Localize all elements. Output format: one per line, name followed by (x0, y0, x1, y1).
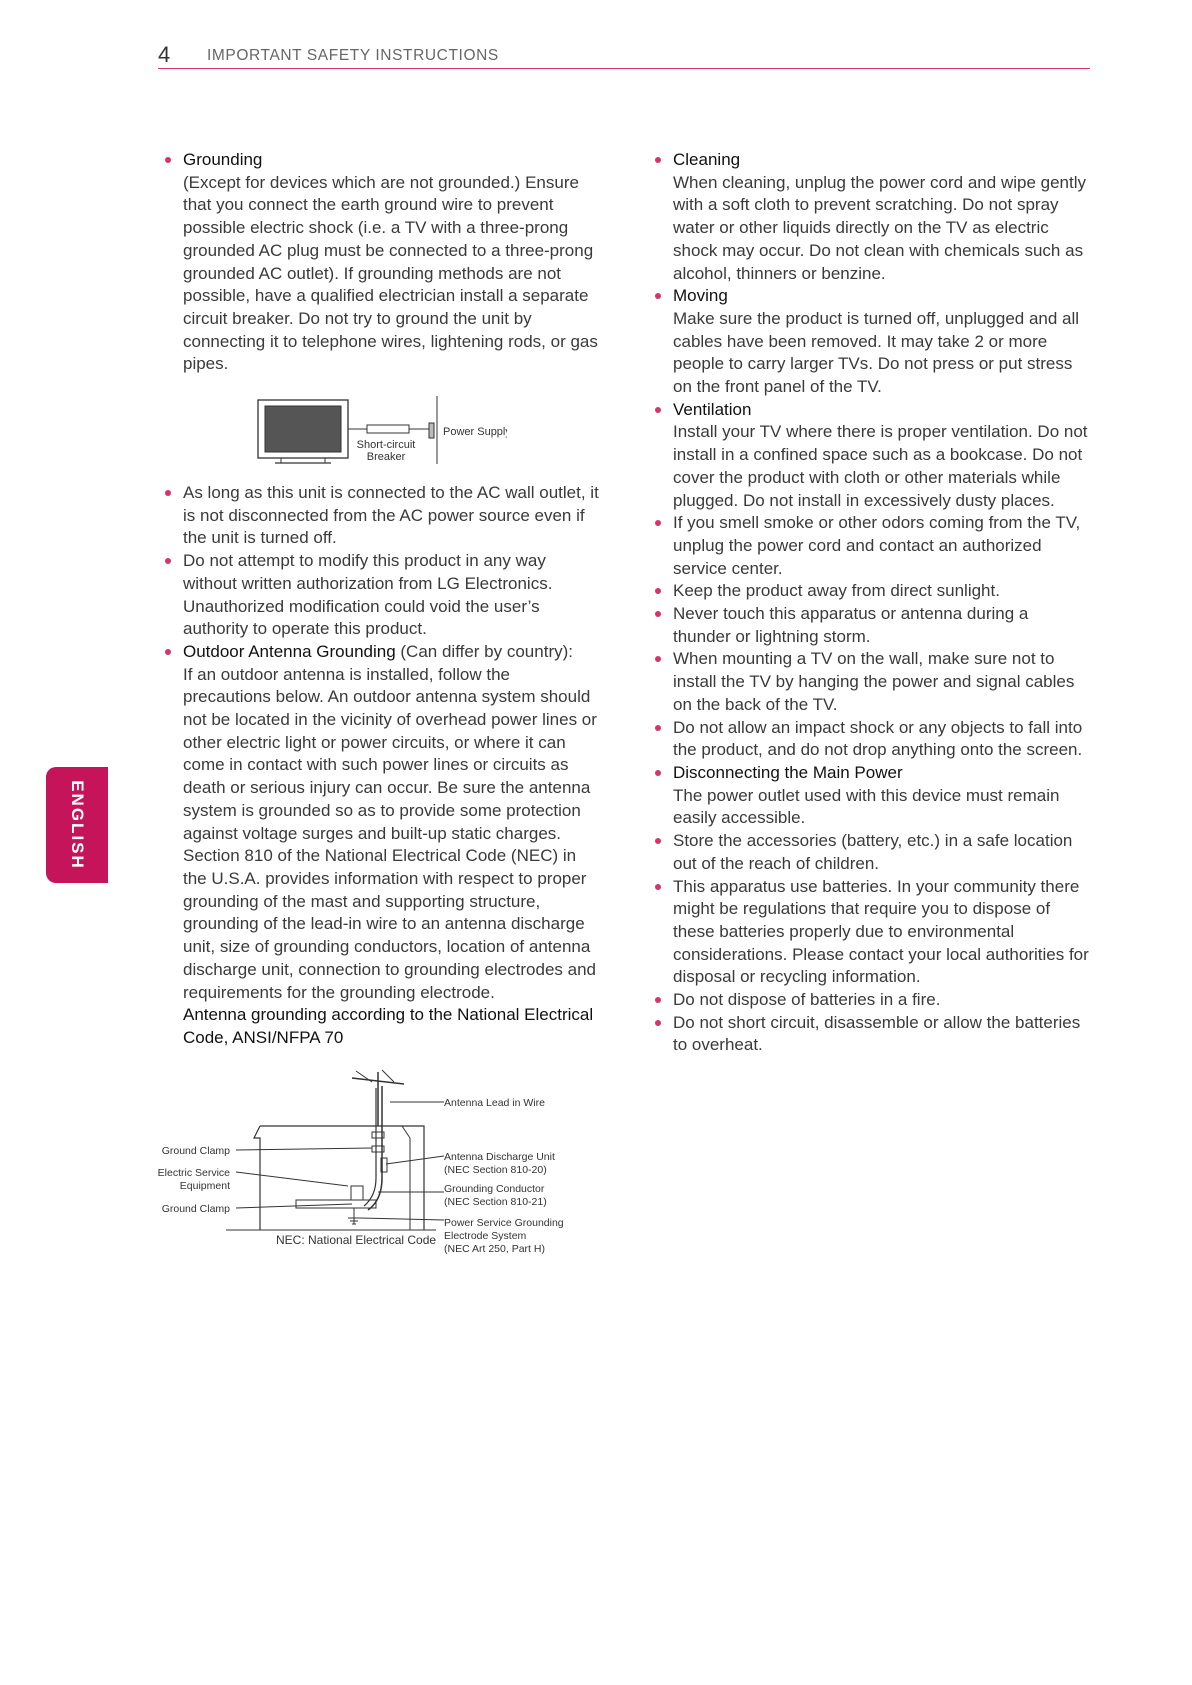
accessories-text: Store the accessories (battery, etc.) in a safe location out of the reach of children. (673, 831, 1073, 873)
disconnect-item (654, 762, 1090, 830)
page-title: IMPORTANT SAFETY INSTRUCTIONS (207, 47, 499, 64)
leader-discharge (386, 1156, 444, 1164)
antenna-element-2 (356, 1071, 372, 1082)
grounding-figure (257, 396, 507, 470)
short-circuit-text: Do not short circuit, disassemble or allow the batteries to overheat. (673, 1012, 1081, 1055)
language-tab (46, 767, 108, 883)
service-equipment (351, 1186, 363, 1200)
antenna-body: If an outdoor antenna is installed, follow the precautions below. An outdoor antenna system should not be located in the vicinity of overhead power lines or other electric light or power circuits, or where it can come in contact with such power lines or circuits as death or serious injury can occur. Be sure the antenna system is grounded so as to provide some protection against voltage surges and built-up static charges. Section 810 of the National Electrical Code (NEC) in the U.S.A. provides information with respect to proper grounding of the mast and supporting structure, grounding of the lead-in wire to an antenna discharge unit, size of grounding conductors, location of antenna discharge unit, connection to grounding electrodes and requirements for the grounding electrode. (183, 664, 597, 1002)
electric-service-label-1: Electric Service (157, 1166, 230, 1179)
impact-item (654, 717, 1090, 762)
leader-service (236, 1172, 348, 1186)
ventilation-item (654, 399, 1090, 513)
cleaning-heading: Cleaning (673, 150, 741, 169)
disconnect-body: The power outlet used with this device must remain easily accessible. (673, 785, 1060, 828)
storm-item (654, 603, 1090, 648)
supply-plug (429, 423, 434, 438)
moving-item (654, 285, 1090, 399)
cleaning-item (654, 149, 1090, 285)
discharge-label-2: (NEC Section 810-20) (444, 1163, 547, 1176)
mounting-item (654, 648, 1090, 716)
ac-wall-item (164, 482, 600, 550)
ac-wall-text: As long as this unit is connected to the AC wall outlet, it is not disconnected from the AC power source even if the unit is turned off. (183, 483, 599, 548)
grounding-item (164, 149, 600, 376)
electrode-label-2: Electrode System (444, 1229, 527, 1242)
conductor-label-2: (NEC Section 810-21) (444, 1195, 547, 1208)
electric-service-label-2: Equipment (179, 1179, 230, 1192)
mounting-text: When mounting a TV on the wall, make sure not to install the TV by hanging the power and signal cables on the back of the TV. (673, 649, 1075, 714)
ground-clamp-label-2: Ground Clamp (161, 1202, 230, 1215)
breaker-label-1: Short-circuit (356, 439, 416, 452)
leader-electrode (360, 1218, 444, 1220)
left-column (157, 149, 600, 1260)
breaker-label-2: Breaker (366, 451, 406, 464)
cleaning-body: When cleaning, unplug the power cord and wipe gently with a soft cloth to prevent scratching. Do not spray water or other liquids directly on the TV as electric shock may occur. Do not clean with chemicals such as alcohol, thinners or benzine. (673, 172, 1086, 283)
page-number: 4 (158, 42, 171, 67)
house-left-wall (254, 1126, 260, 1230)
modify-item (164, 550, 600, 641)
smoke-text: If you smell smoke or other odors coming from the TV, unplug the power cord and contact an authorized service center. (673, 513, 1081, 578)
figure-caption: NEC: National Electrical Code (276, 1232, 437, 1247)
antenna-bold-note: Antenna grounding according to the National Electrical Code, ANSI/NFPA 70 (183, 1005, 594, 1047)
smoke-item (654, 512, 1090, 580)
antenna-element-3 (382, 1070, 394, 1082)
ventilation-heading: Ventilation (673, 399, 752, 419)
lead-in-label: Antenna Lead in Wire (444, 1096, 545, 1109)
ventilation-body: Install your TV where there is proper ventilation. Do not install in a confined space such as a bookcase. Do not cover the product with cloth or other materials while plugged. Do not install in excessively dusty places. (673, 422, 1088, 510)
electrode-label-1: Power Service Grounding (444, 1216, 564, 1229)
tv-screen (265, 406, 341, 452)
language-tab-label: ENGLISH (68, 780, 87, 870)
moving-body: Make sure the product is turned off, unplugged and all cables have been removed. It may take 2 or more people to carry larger TVs. Do not press or put stress on the front panel of the TV. (673, 308, 1080, 397)
sunlight-text: Keep the product away from direct sunlight. (673, 581, 1000, 601)
power-supply-label: Power Supply (443, 426, 507, 439)
ground-clamp-label-1: Ground Clamp (161, 1144, 230, 1157)
moving-heading: Moving (673, 286, 728, 306)
antenna-heading: Outdoor Antenna Grounding (183, 641, 396, 661)
storm-text: Never touch this apparatus or antenna during a thunder or lightning storm. (673, 604, 1029, 646)
discharge-label-1: Antenna Discharge Unit (444, 1150, 555, 1163)
antenna-item (164, 641, 600, 1050)
batteries-text: This apparatus use batteries. In your community there might be regulations that require you to dispose of these batteries properly due to environmental considerations. Please contact your local authorities for disposal or recycling information. (673, 876, 1089, 987)
modify-text: Do not attempt to modify this product in any way without written authorization from LG Electronics. Unauthorized modification could void the user’s authority to operate this product. (183, 551, 553, 639)
sunlight-item (654, 580, 1090, 603)
service-box (296, 1200, 376, 1208)
breaker-diagram (257, 396, 507, 470)
disconnect-heading: Disconnecting the Main Power (673, 762, 903, 782)
fire-text: Do not dispose of batteries in a fire. (673, 990, 941, 1010)
antenna-diagram (156, 1068, 596, 1260)
accessories-item (654, 830, 1090, 875)
short-circuit-item (654, 1012, 1090, 1057)
grounding-heading: Grounding (183, 150, 263, 169)
grounding-conductor (364, 1088, 376, 1206)
batteries-item (654, 876, 1090, 990)
antenna-heading-suffix: (Can differ by country): (395, 641, 573, 661)
leader-clamp-2 (236, 1204, 352, 1208)
page-header (158, 42, 1090, 69)
antenna-figure (156, 1068, 596, 1260)
leader-clamp-1 (236, 1148, 372, 1150)
grounding-body: (Except for devices which are not grounded.) Ensure that you connect the earth ground wire to prevent possible electric shock (i.e. a TV with a three-prong grounded AC plug must be connected to a three-prong grounded AC outlet). If grounding methods are not possible, have a qualified electrician install a separate circuit breaker. Do not try to ground the unit by connecting it to telephone wires, lightening rods, or gas pipes. (183, 172, 598, 374)
electrode-label-3: (NEC Art 250, Part H) (444, 1242, 545, 1255)
fire-item (654, 989, 1090, 1012)
conductor-label-1: Grounding Conductor (444, 1182, 545, 1195)
right-column (654, 149, 1090, 1057)
roof-edge (402, 1126, 410, 1138)
impact-text: Do not allow an impact shock or any objects to fall into the product, and do not drop anything onto the screen. (673, 717, 1083, 760)
breaker-box (367, 425, 409, 433)
